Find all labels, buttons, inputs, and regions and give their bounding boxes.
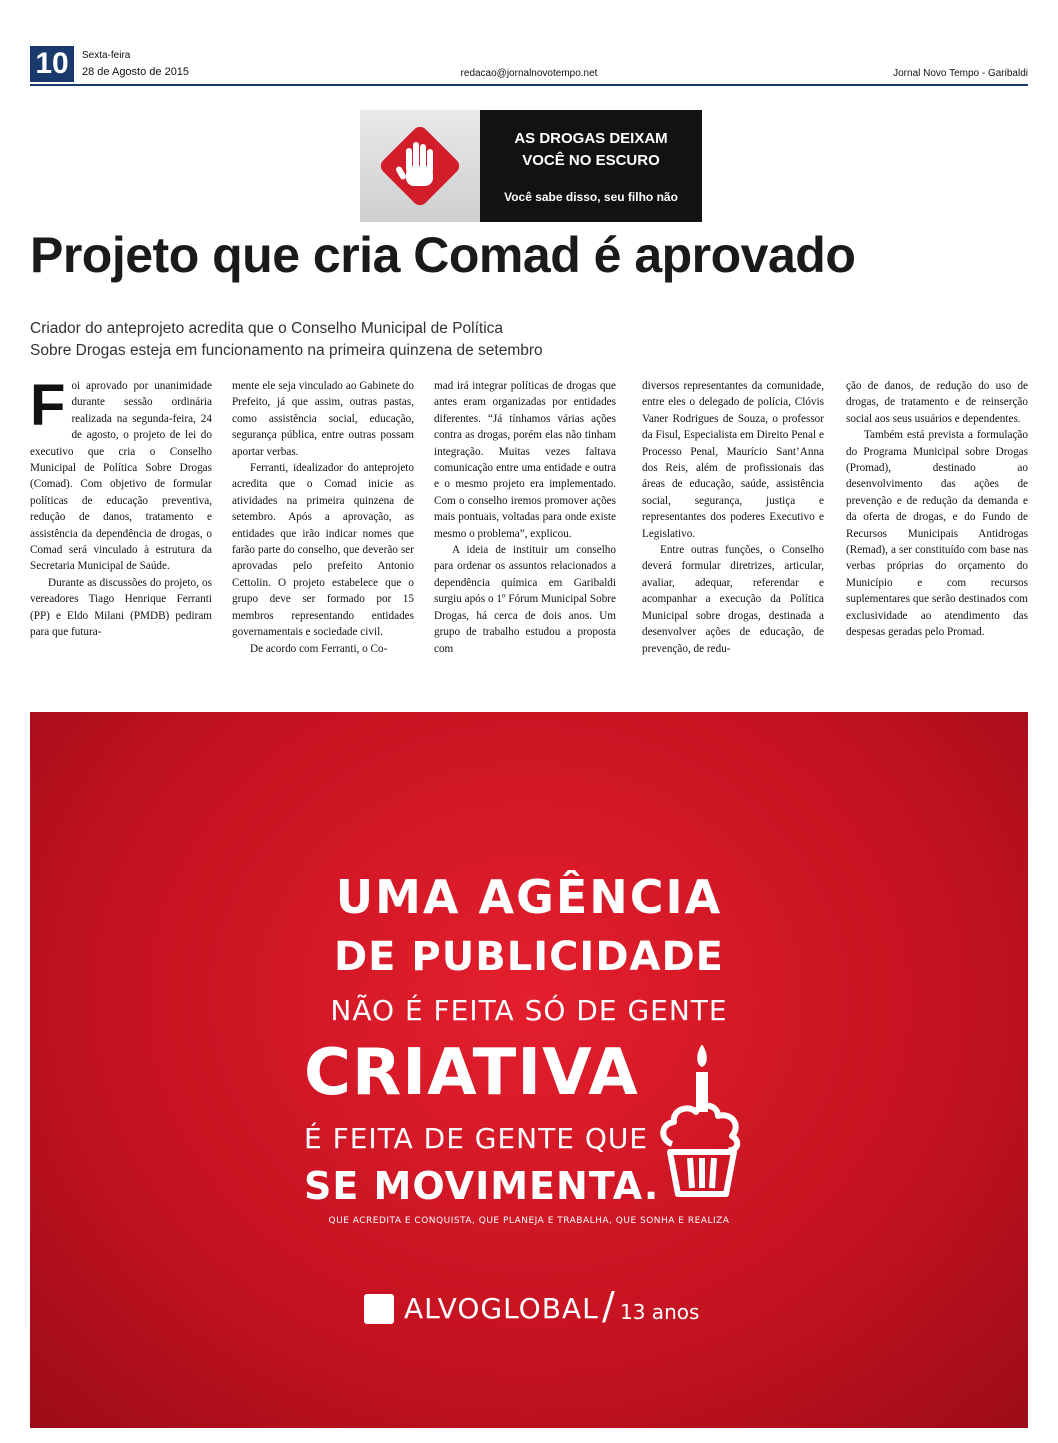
banner-line-2: VOCÊ NO ESCURO xyxy=(522,152,660,169)
brand-mark-icon xyxy=(364,1294,394,1324)
subhead-line-2: Sobre Drogas esteja em funcionamento na primeira quinzena de setembro xyxy=(30,342,543,359)
banner-text-block xyxy=(480,110,702,222)
article-paragraph: ção de danos, de redução do uso de drogas, de tratamento e de reinserção social aos seus usuários e dependentes. xyxy=(846,380,1028,425)
article-paragraph: Entre outras funções, o Conselho deverá formular diretrizes, articular, avaliar, adequar, referendar e acompanhar a execução da Política Municipal sobre drogas, destinada a desenvolver ações de educação, de prevenção, de redu- xyxy=(642,544,824,655)
advertisement xyxy=(30,712,1028,1428)
brand-divider: / xyxy=(602,1284,615,1328)
ad-line-5: É FEITA DE GENTE QUE xyxy=(304,1122,649,1155)
ad-line-6: SE MOVIMENTA. xyxy=(304,1164,660,1208)
article-column-2 xyxy=(232,378,414,657)
campaign-banner xyxy=(360,110,702,222)
article-paragraph: oi aprovado por unanimidade durante sessão ordinária realizada na segunda-feira, 24 de agosto, o projeto de lei do executivo que cria o Conselho Municipal de Política Sobre Drogas (Comad). Com objetivo de formular políticas de educação preventiva, redução de danos, tratamento e assistência da dependência de drogas, o Comad será vinculado à estrutura da Secretaria Municipal de Saúde. xyxy=(30,380,212,573)
article-paragraph: De acordo com Ferranti, o Co- xyxy=(250,642,388,655)
article-headline: Projeto que cria Comad é aprovado xyxy=(30,227,856,283)
brand-name: ALVOGLOBAL xyxy=(404,1292,599,1325)
article-paragraph: mente ele seja vinculado ao Gabinete do Prefeito, já que assim, outras pastas, como assistência social, educação, segurança pública, entre outras possam aportar verbas. xyxy=(232,380,414,458)
ad-line-3: NÃO É FEITA SÓ DE GENTE xyxy=(330,994,728,1027)
ad-line-4: CRIATIVA xyxy=(304,1036,639,1110)
article-column-1 xyxy=(30,373,212,641)
ad-tagline: QUE ACREDITA E CONQUISTA, QUE PLANEJA E TRABALHA, QUE SONHA E REALIZA xyxy=(328,1216,730,1226)
article-subhead xyxy=(30,318,730,362)
header-date: 28 de Agosto de 2015 xyxy=(82,66,190,78)
stop-hand-icon xyxy=(372,118,468,214)
article-paragraph: A ideia de instituir um conselho para ordenar os assuntos relacionados a dependência química em Garibaldi surgiu após o 1º Fórum Municipal Sobre Drogas, há cerca de dois anos. Um grupo de trabalho estudou a proposta com xyxy=(434,544,616,655)
page-number: 10 xyxy=(30,46,74,82)
article-column-5 xyxy=(846,378,1028,641)
banner-line-1: AS DROGAS DEIXAM xyxy=(514,130,668,147)
header-newspaper-name: Jornal Novo Tempo - Garibaldi xyxy=(893,68,1028,79)
ad-line-2: DE PUBLICIDADE xyxy=(333,934,725,980)
banner-tagline: Você sabe disso, seu filho não xyxy=(504,190,678,204)
article-column-4 xyxy=(642,378,824,657)
cupcake-candle-icon xyxy=(656,1040,748,1200)
drop-cap: F xyxy=(30,373,66,438)
ad-line-1: UMA AGÊNCIA xyxy=(335,870,723,924)
article-column-3 xyxy=(434,378,616,657)
article-paragraph: diversos representantes da comunidade, entre eles o delegado de polícia, Clóvis Vaner Rodrigues de Souza, o professor da Fisul, Especialista em Direito Penal e Processo Penal, Maurício Sant’Anna dos Reis, além de profissionais das áreas de educação, saúde, assistência social, segurança, justiça e representantes dos poderes Executivo e Legislativo. xyxy=(642,380,824,540)
page-header xyxy=(30,44,1028,86)
subhead-line-1: Criador do anteprojeto acredita que o Conselho Municipal de Política xyxy=(30,320,504,337)
article-paragraph: Também está prevista a formulação do Programa Municipal sobre Drogas (Promad), destinado ao desenvolvimento das ações de prevenção e de redução da demanda e da oferta de drogas, e do Fundo de Recursos Municipais Antidrogas (Remad), a ser constituído com base nas verbas próprias do orçamento do Município e com recursos suplementares que serão destinados com exclusividade ao atendimento das despesas geradas pelo Promad. xyxy=(846,429,1028,639)
article-paragraph: mad irá integrar políticas de drogas que antes eram organizadas por entidades diferentes. “Já tínhamos várias ações contra as drogas, porém elas não tinham integração. Muitas vezes faltava comunicação entre uma entidade e outra e o mesmo projeto era implementado. Com o conselho iremos promover ações mais pontuais, voltadas para onde existe mesmo o problema”, explicou. xyxy=(434,380,616,540)
brand-years: 13 anos xyxy=(620,1300,700,1324)
header-email: redacao@jornalnovotempo.net xyxy=(460,68,598,79)
article-paragraph: Ferranti, idealizador do anteprojeto acredita que o Comad inicie as atividades na primeira quinzena de setembro. Após a aprovação, as entidades que irão indicar nomes que farão parte do conselho, que deverão ser aprovadas pelo prefeito Antonio Cettolin. O projeto estabelece que o grupo deve ser formado por 15 membros representando entidades governamentais e sociedade civil. xyxy=(232,462,414,639)
header-day: Sexta-feira xyxy=(82,50,131,61)
article-paragraph: Durante as discussões do projeto, os vereadores Tiago Henrique Ferranti (PP) e Eldo Milani (PMDB) pediram para que futura- xyxy=(30,576,212,639)
